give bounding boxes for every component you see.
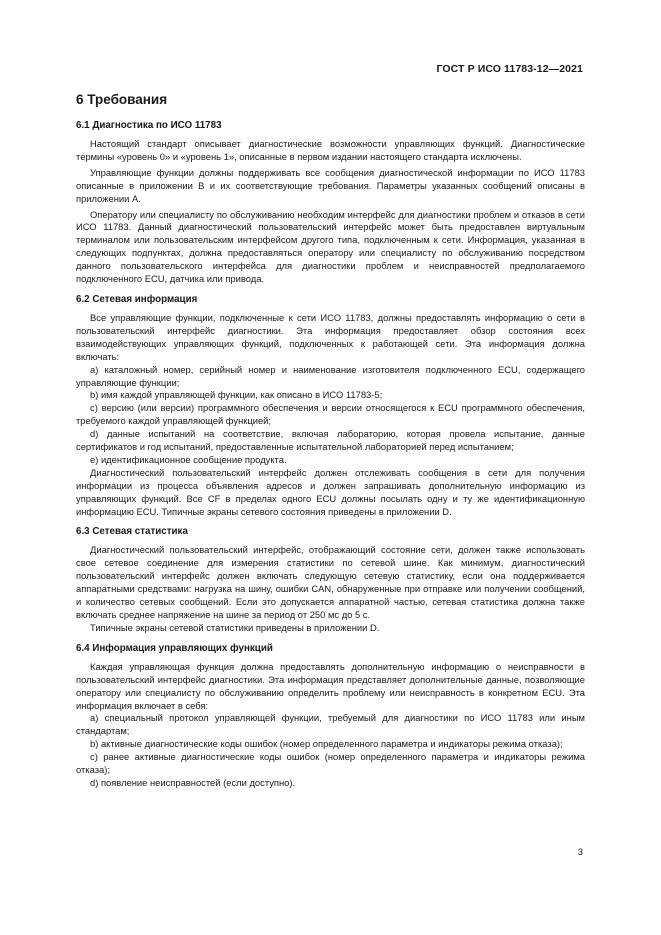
list-item: a) специальный протокол управляющей функции, требуемый для диагностики по ИСО 11783 или иным стандартам; — [76, 712, 585, 737]
subsection-title-6-4: 6.4 Информация управляющих функций — [76, 642, 273, 654]
paragraph: Каждая управляющая функция должна предоставлять дополнительную информацию о неисправности в пользовательский интерфейс диагностики. Эта информация представляет дополнительные данные, позволяющие оператору или специалисту по обслуживанию определить проблему или неисправность в конкретном ECU. Эта информация включает в себя: — [76, 660, 585, 711]
paragraph: Управляющие функции должны поддерживать все сообщения диагностической информации по ИСО 11783 описанные в приложении B и их соответствующие требования. Параметры указанных сообщений описаны в приложении А. — [76, 166, 585, 204]
list-item: b) имя каждой управляющей функции, как описано в ИСО 11783-5; — [90, 389, 383, 401]
list-item: b) активные диагностические коды ошибок (номер определенного параметра и индикаторы режима отказа); — [90, 738, 563, 750]
network-info-list — [76, 364, 585, 467]
paragraph: Все управляющие функции, подключенные к сети ИСО 11783, должны предоставлять информацию о сети в пользовательский интерфейс диагностики. Эта информация предоставляет обзор состояния всех взаимодействующих управляющих функций, подключенных к работающей сети. Эта информация должна включать: — [76, 311, 585, 362]
control-function-info-list — [76, 712, 585, 789]
subsection-title-6-3: 6.3 Сетевая статистика — [76, 526, 188, 538]
subsection-title-6-1: 6.1 Диагностика по ИСО 11783 — [76, 120, 222, 131]
list-item: e) идентификационное сообщение продукта. — [90, 453, 287, 465]
paragraph: Оператору или специалисту по обслуживанию необходим интерфейс для диагностики проблем и отказов в сети ИСО 11783. Данный диагностический пользовательский интерфейс может быть предоставлен виртуальным терминалом или пользовательским интерфейсом другого типа, подключенным к сети. Информация, указанная в следующих подпунктах, должна предоставляться оператору или специалисту по обслуживанию посредством данного пользовательского интерфейса для диагностики проблем и неисправностей предполагаемого подключенного ECU, датчика или привода. — [76, 208, 585, 285]
list-item: a) каталожный номер, серийный номер и наименование изготовителя подключенного ECU, содержащего управляющие функции; — [76, 363, 585, 388]
paragraph: Диагностический пользовательский интерфейс должен отслеживать сообщения в сети для получения информации из процесса объявления адресов и должен запрашивать дополнительную информацию из управляющих функций. Все CF в пределах одного ECU должны посылать одну и ту же идентификационную информацию ECU. Типичные экраны сетевого состояния приведены в приложении D. — [76, 466, 585, 517]
section-title: 6 Требования — [76, 92, 168, 107]
list-item: c) версию (или версии) программного обеспечения и версии относящегося к ECU программного обеспечения, требуемого каждой управляющей функцией; — [76, 402, 585, 427]
list-item: d) появление неисправностей (если доступно). — [90, 776, 296, 788]
paragraph: Диагностический пользовательский интерфейс, отображающий состояние сети, должен также использовать свое сетевое соединение для измерения статистики по сетевой шине. Как минимум, диагностический пользовательский интерфейс должен включать следующую сетевую статистику, если она поддерживается аппаратными средствами: нагрузка на шину, ошибки CAN, обнаруженные при отправке или получении сообщений, и количество сетевых сообщений. Если это допускается аппаратной частью, сетевая статистика должна также включать среднее напряжение на шине за период от 250 мс до 5 с. — [76, 544, 585, 620]
paragraph: Настоящий стандарт описывает диагностические возможности управляющих функций. Диагностические термины «уровень 0» и «уровень 1», описанные в первом издании настоящего стандарта исключены. — [76, 138, 585, 162]
page-number: 3 — [577, 847, 583, 858]
page-content — [76, 92, 585, 790]
subsection-title-6-2: 6.2 Сетевая информация — [76, 293, 198, 305]
list-item: d) данные испытаний на соответствие, включая лабораторию, которая провела испытание, данные сертификатов и год испытаний, предоставленные испытательной лабораторией перед испытанием; — [76, 428, 585, 453]
paragraph: Типичные экраны сетевой статистики приведены в приложении D. — [90, 621, 380, 633]
list-item: c) ранее активные диагностические коды ошибок (номер определенного параметра и индикаторы режима отказа); — [76, 751, 585, 776]
standard-header: ГОСТ Р ИСО 11783-12—2021 — [436, 63, 583, 75]
